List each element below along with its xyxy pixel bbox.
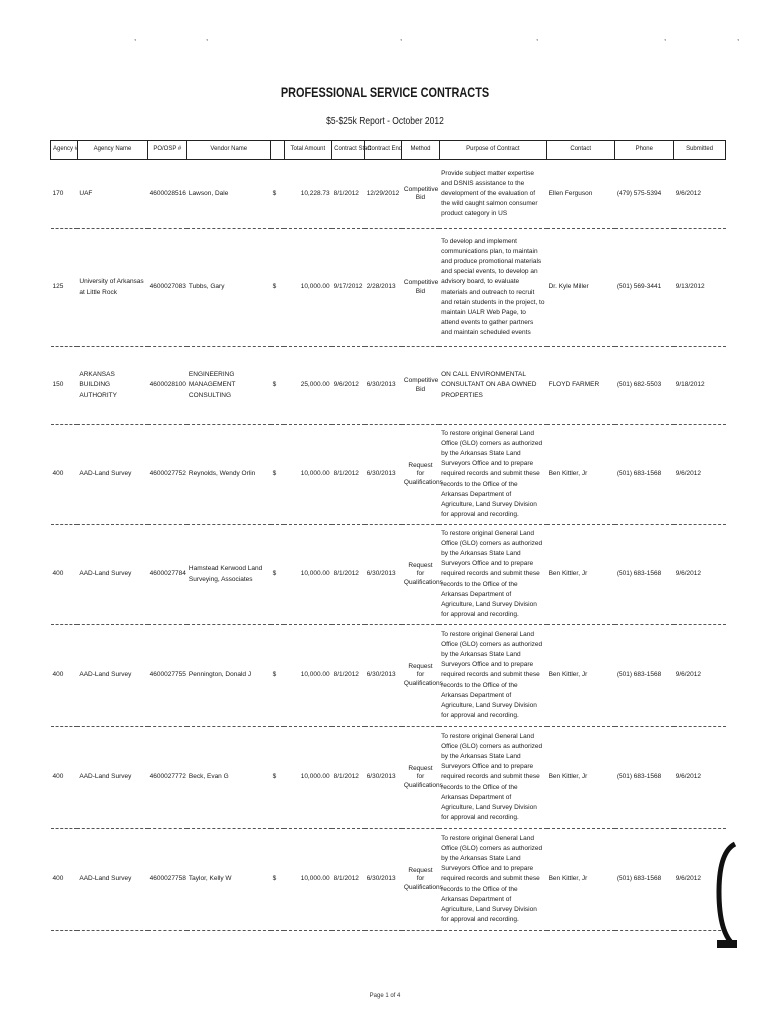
purpose-cell: To restore original General Land Office (GLO) corners as authorized by the Arkansas State Land Surveyors Office and to prepare required records and submit these records to the Office of the Arkansas Department of Agriculture, Land Survey Division for approval and recording. (439, 829, 547, 931)
po-number-cell: 4600027752 (148, 425, 187, 525)
contract-end-cell: 6/30/2013 (365, 625, 402, 727)
submitted-date-cell: 9/6/2012 (674, 525, 726, 625)
total-amount-cell: 10,000.00 (284, 829, 332, 931)
contact-cell: Ben Kittler, Jr (547, 525, 615, 625)
contracts-table (50, 140, 726, 931)
vendor-name-cell: ENGINEERING MANAGEMENT CONSULTING (187, 347, 271, 425)
agency-number-cell: 400 (51, 425, 78, 525)
submitted-date-cell: 9/6/2012 (674, 160, 726, 229)
po-number-cell: 4600028516 (148, 160, 187, 229)
contract-start-cell: 8/1/2012 (332, 727, 365, 829)
dollar-sign-cell: $ (271, 425, 284, 525)
total-amount-cell: 10,000.00 (284, 425, 332, 525)
submitted-date-cell: 9/13/2012 (674, 229, 726, 347)
table-row (51, 425, 726, 525)
agency-number-cell: 400 (51, 525, 78, 625)
po-number-cell: 4600027755 (148, 625, 187, 727)
phone-cell: (501) 683-1568 (615, 727, 674, 829)
phone-cell: (501) 682-5503 (615, 347, 674, 425)
table-row (51, 829, 726, 931)
phone-cell: (501) 683-1568 (615, 625, 674, 727)
table-row (51, 229, 726, 347)
column-header: Contract Start (332, 141, 365, 160)
vendor-name-cell: Pennington, Donald J (187, 625, 271, 727)
method-cell: Competitive Bid (402, 229, 439, 347)
purpose-cell: To develop and implement communications plan, to maintain and produce promotional materials and special events, to develop an advisory board, to evaluate materials and outreach to recruit and retain students in the project, to maintain UALR Web Page, to attend events to gather partners and maintain scheduled events (439, 229, 547, 347)
page-title: PROFESSIONAL SERVICE CONTRACTS (280, 84, 490, 100)
purpose-cell: To restore original General Land Office (GLO) corners as authorized by the Arkansas State Land Surveyors Office and to prepare required records and submit these records to the Office of the Arkansas Department of Agriculture, Land Survey Division for approval and recording. (439, 425, 547, 525)
vendor-name-cell: Taylor, Kelly W (187, 829, 271, 931)
agency-number-cell: 400 (51, 625, 78, 727)
column-header: Contract End (365, 141, 402, 160)
table-row (51, 160, 726, 229)
contact-cell: Ben Kittler, Jr (547, 425, 615, 525)
contract-end-cell: 6/30/2013 (365, 727, 402, 829)
contract-end-cell: 6/30/2013 (365, 829, 402, 931)
contract-start-cell: 9/6/2012 (332, 347, 365, 425)
table-row (51, 347, 726, 425)
purpose-cell: ON CALL ENVIRONMENTAL CONSULTANT ON ABA OWNED PROPERTIES (439, 347, 547, 425)
contact-cell: Ben Kittler, Jr (547, 829, 615, 931)
submitted-date-cell: 9/6/2012 (674, 727, 726, 829)
contact-cell: Ben Kittler, Jr (547, 625, 615, 727)
purpose-cell: To restore original General Land Office (GLO) corners as authorized by the Arkansas State Land Surveyors Office and to prepare required records and submit these records to the Office of the Arkansas Department of Agriculture, Land Survey Division for approval and recording. (439, 625, 547, 727)
method-cell: Request for Qualifications (402, 829, 439, 931)
contract-start-cell: 8/1/2012 (332, 425, 365, 525)
contract-end-cell: 6/30/2013 (365, 425, 402, 525)
po-number-cell: 4600027772 (148, 727, 187, 829)
dollar-sign-cell: $ (271, 829, 284, 931)
agency-number-cell: 150 (51, 347, 78, 425)
method-cell: Competitive Bid (402, 347, 439, 425)
contact-cell: Ellen Ferguson (547, 160, 615, 229)
vendor-name-cell: Hamstead Kerwood Land Surveying, Associates (187, 525, 271, 625)
table-row (51, 625, 726, 727)
contract-start-cell: 9/17/2012 (332, 229, 365, 347)
report-subtitle: $5-$25k Report - October 2012 (326, 116, 444, 127)
dollar-sign-cell: $ (271, 525, 284, 625)
agency-number-cell: 170 (51, 160, 78, 229)
total-amount-cell: 10,228.73 (284, 160, 332, 229)
column-header (271, 141, 284, 160)
vendor-name-cell: Beck, Evan G (187, 727, 271, 829)
contract-start-cell: 8/1/2012 (332, 625, 365, 727)
submitted-date-cell: 9/18/2012 (674, 347, 726, 425)
column-header: Agency # (51, 141, 78, 160)
agency-name-cell: AAD-Land Survey (77, 425, 147, 525)
dollar-sign-cell: $ (271, 625, 284, 727)
agency-number-cell: 400 (51, 727, 78, 829)
method-cell: Request for Qualifications (402, 425, 439, 525)
column-header: Contact (547, 141, 615, 160)
total-amount-cell: 10,000.00 (284, 625, 332, 727)
column-header: Total Amount (284, 141, 332, 160)
column-header: Agency Name (77, 141, 147, 160)
po-number-cell: 4600027784 (148, 525, 187, 625)
scan-mark: , (664, 33, 667, 42)
vendor-name-cell: Tubbs, Gary (187, 229, 271, 347)
column-header: Method (402, 141, 439, 160)
dollar-sign-cell: $ (271, 727, 284, 829)
purpose-cell: To restore original General Land Office (GLO) corners as authorized by the Arkansas State Land Surveyors Office and to prepare required records and submit these records to the Office of the Arkansas Department of Agriculture, Land Survey Division for approval and recording. (439, 727, 547, 829)
column-header: Submitted (674, 141, 726, 160)
table-row (51, 727, 726, 829)
agency-number-cell: 125 (51, 229, 78, 347)
table-row (51, 525, 726, 625)
contract-end-cell: 6/30/2013 (365, 347, 402, 425)
method-cell: Request for Qualifications (402, 525, 439, 625)
contact-cell: Dr. Kyle Miller (547, 229, 615, 347)
method-cell: Request for Qualifications (402, 625, 439, 727)
contact-cell: FLOYD FARMER (547, 347, 615, 425)
contract-end-cell: 6/30/2013 (365, 525, 402, 625)
contract-end-cell: 2/28/2013 (365, 229, 402, 347)
phone-cell: (501) 683-1568 (615, 525, 674, 625)
purpose-cell: Provide subject matter expertise and DSNIS assistance to the development of the evaluation of the wild caught salmon consumer product category in US (439, 160, 547, 229)
method-cell: Competitive Bid (402, 160, 439, 229)
dollar-sign-cell: $ (271, 160, 284, 229)
agency-name-cell: AAD-Land Survey (77, 727, 147, 829)
binder-clip-mark (715, 842, 739, 952)
contract-end-cell: 12/29/2012 (365, 160, 402, 229)
dollar-sign-cell: $ (271, 347, 284, 425)
agency-name-cell: AAD-Land Survey (77, 829, 147, 931)
po-number-cell: 4600028100 (148, 347, 187, 425)
agency-name-cell: AAD-Land Survey (77, 625, 147, 727)
agency-name-cell: ARKANSAS BUILDING AUTHORITY (77, 347, 147, 425)
phone-cell: (501) 569-3441 (615, 229, 674, 347)
table-header (51, 141, 726, 160)
scan-mark: , (206, 33, 209, 42)
column-header: Purpose of Contract (439, 141, 547, 160)
agency-name-cell: AAD-Land Survey (77, 525, 147, 625)
scan-mark: , (134, 33, 137, 42)
submitted-date-cell: 9/6/2012 (674, 425, 726, 525)
submitted-date-cell: 9/6/2012 (674, 625, 726, 727)
total-amount-cell: 25,000.00 (284, 347, 332, 425)
purpose-cell: To restore original General Land Office (GLO) corners as authorized by the Arkansas State Land Surveyors Office and to prepare required records and submit these records to the Office of the Arkansas Department of Agriculture, Land Survey Division for approval and recording. (439, 525, 547, 625)
agency-number-cell: 400 (51, 829, 78, 931)
po-number-cell: 4600027083 (148, 229, 187, 347)
total-amount-cell: 10,000.00 (284, 229, 332, 347)
column-header: Vendor Name (187, 141, 271, 160)
phone-cell: (501) 683-1568 (615, 829, 674, 931)
contact-cell: Ben Kittler, Jr (547, 727, 615, 829)
total-amount-cell: 10,000.00 (284, 525, 332, 625)
phone-cell: (479) 575-5394 (615, 160, 674, 229)
contract-start-cell: 8/1/2012 (332, 160, 365, 229)
agency-name-cell: UAF (77, 160, 147, 229)
agency-name-cell: University of Arkansas at Little Rock (77, 229, 147, 347)
column-header: PO/OSP # (148, 141, 187, 160)
vendor-name-cell: Lawson, Dale (187, 160, 271, 229)
method-cell: Request for Qualifications (402, 727, 439, 829)
total-amount-cell: 10,000.00 (284, 727, 332, 829)
phone-cell: (501) 683-1568 (615, 425, 674, 525)
vendor-name-cell: Reynolds, Wendy Orlin (187, 425, 271, 525)
po-number-cell: 4600027758 (148, 829, 187, 931)
scan-mark: , (737, 33, 740, 42)
scan-mark: , (400, 33, 403, 42)
page-number: Page 1 of 4 (369, 993, 401, 999)
dollar-sign-cell: $ (271, 229, 284, 347)
column-header: Phone (615, 141, 674, 160)
scan-mark: , (536, 33, 539, 42)
contract-start-cell: 8/1/2012 (332, 829, 365, 931)
contract-start-cell: 8/1/2012 (332, 525, 365, 625)
submitted-date-cell: 9/6/2012 (674, 829, 726, 931)
